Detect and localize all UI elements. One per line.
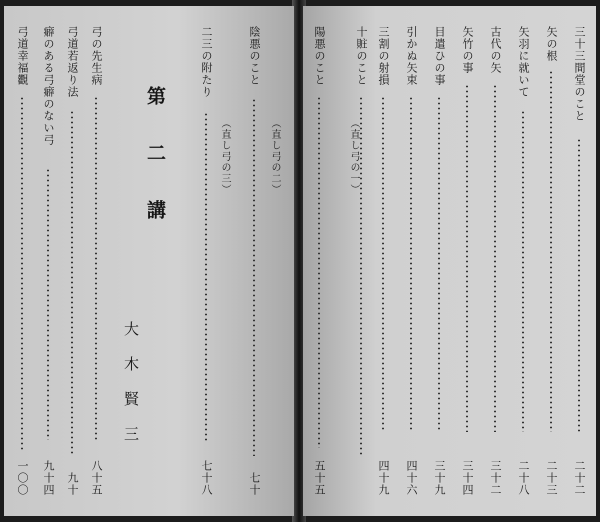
toc-entry-title: 陰悪のこと	[248, 26, 261, 86]
toc-entry	[515, 26, 537, 496]
toc-entry	[571, 26, 593, 496]
toc-entry	[375, 26, 397, 496]
leader-dots	[47, 168, 49, 440]
toc-entry-page: 九十	[66, 472, 79, 496]
toc-entry-title: 古代の矢	[489, 26, 502, 74]
lecture-heading: 第二講	[144, 86, 166, 257]
leader-dots	[318, 96, 320, 448]
leader-dots	[71, 110, 73, 456]
toc-entry-title: 矢の根	[545, 26, 558, 62]
toc-entry	[64, 26, 86, 496]
author-name: 大木賢三	[122, 321, 140, 461]
toc-entry-page: 七十八	[200, 460, 213, 496]
toc-entry-page: 九十四	[42, 460, 55, 496]
toc-entry	[431, 26, 453, 496]
toc-entry	[198, 26, 220, 496]
leader-dots	[522, 110, 524, 432]
toc-entry-page: 一〇〇	[16, 460, 29, 496]
toc-entry-title: 目遣ひの事	[433, 26, 446, 86]
toc-entry-title: 引かぬ矢束	[405, 26, 418, 86]
toc-entry-title: 弓道幸福觀	[16, 26, 29, 86]
leader-dots	[438, 96, 440, 432]
leader-dots	[95, 96, 97, 440]
left-page	[4, 6, 294, 516]
toc-entry-title: 癖のある弓癖のない弓	[42, 26, 55, 146]
toc-entry-page: 三十九	[433, 460, 446, 496]
toc-entry	[353, 26, 375, 496]
toc-entry-title: 弓道若返り法	[66, 26, 79, 98]
toc-entry-page: 三十四	[461, 460, 474, 496]
toc-entry	[311, 26, 333, 496]
toc-entry-title: 二三の附たり	[200, 26, 213, 98]
leader-dots	[578, 138, 580, 432]
toc-entry-title: 十賍のこと	[355, 26, 368, 86]
toc-entry-page: 二十二	[573, 460, 586, 496]
toc-entry	[40, 26, 62, 496]
toc-entry-title: 矢竹の事	[461, 26, 474, 74]
leader-dots	[382, 96, 384, 432]
toc-entry	[459, 26, 481, 496]
toc-entry-title: 陽悪のこと	[313, 26, 326, 86]
toc-entry-title: 三十三間堂のこと	[573, 26, 586, 122]
leader-dots	[205, 112, 207, 442]
toc-entry-page: 四十六	[405, 460, 418, 496]
leader-dots	[494, 84, 496, 432]
toc-entry-page: 七十	[248, 472, 261, 496]
toc-entry	[88, 26, 110, 496]
toc-entry	[14, 26, 36, 496]
toc-entry-title: 矢羽に就いて	[517, 26, 530, 98]
toc-entry-page: 八十五	[90, 460, 103, 496]
toc-entry-page: 二十八	[517, 460, 530, 496]
toc-entry-page: 五十五	[313, 460, 326, 496]
toc-entry-page: 二十三	[545, 460, 558, 496]
leader-dots	[253, 98, 255, 456]
toc-entry	[403, 26, 425, 496]
leader-dots	[550, 70, 552, 432]
toc-entry	[487, 26, 509, 496]
toc-entry-page: 三十二	[489, 460, 502, 496]
sub-note: （直し弓の一）	[348, 118, 359, 195]
right-page	[303, 6, 596, 516]
leader-dots	[410, 96, 412, 432]
toc-entry-page: 四十九	[377, 460, 390, 496]
leader-dots	[466, 84, 468, 432]
leader-dots	[21, 96, 23, 450]
toc-entry-title: 三割の射損	[377, 26, 390, 86]
toc-entry-title: 弓の先生病	[90, 26, 103, 86]
sub-note: （直し弓の三）	[219, 118, 230, 195]
toc-entry	[246, 26, 268, 496]
toc-entry	[543, 26, 565, 496]
leader-dots	[360, 96, 362, 456]
sub-note: （直し弓の二）	[269, 118, 280, 195]
